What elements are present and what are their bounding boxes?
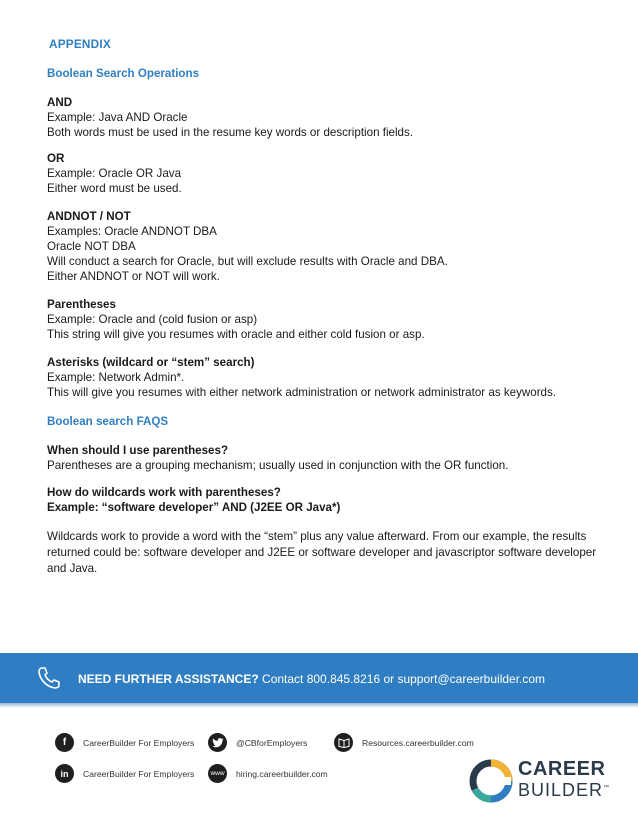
and-block	[47, 95, 617, 140]
www-icon: www	[208, 764, 227, 783]
parentheses-line: This string will give you resumes with oracle and either cold fusion or asp.	[47, 328, 425, 341]
or-block	[47, 151, 617, 196]
careerbuilder-logo	[518, 760, 610, 800]
asterisks-heading: Asterisks (wildcard or “stem” search)	[47, 356, 255, 369]
linkedin-icon: in	[55, 764, 74, 783]
resources-label: Resources.careerbuilder.com	[362, 737, 474, 748]
linkedin-label: CareerBuilder For Employers	[83, 768, 195, 779]
andnot-line: Examples: Oracle ANDNOT DBA	[47, 225, 217, 238]
phone-icon	[36, 665, 62, 691]
andnot-block	[47, 209, 617, 284]
faq-question: How do wildcards work with parentheses?	[47, 486, 281, 499]
andnot-heading: ANDNOT / NOT	[47, 210, 131, 223]
and-heading: AND	[47, 96, 73, 109]
logo-career: CAREER	[518, 758, 606, 780]
contact-info[interactable]: Contact 800.845.8216 or support@careerbuilder.com	[258, 672, 546, 686]
twitter-link[interactable]	[208, 733, 307, 752]
andnot-line: Oracle NOT DBA	[47, 240, 136, 253]
assistance-text	[78, 672, 545, 686]
banner-shadow	[0, 703, 638, 708]
faq-parentheses-block	[47, 443, 617, 473]
asterisks-line: Example: Network Admin*.	[47, 371, 185, 384]
asterisks-block	[47, 355, 617, 400]
book-icon	[334, 733, 353, 752]
resources-link[interactable]	[334, 733, 474, 752]
or-line: Example: Oracle OR Java	[47, 167, 182, 180]
facebook-icon: f	[55, 733, 74, 752]
boolean-operations-title: Boolean Search Operations	[47, 67, 200, 80]
or-heading: OR	[47, 152, 65, 165]
andnot-line: Either ANDNOT or NOT will work.	[47, 270, 220, 283]
parentheses-heading: Parentheses	[47, 298, 116, 311]
faqs-title: Boolean search FAQS	[47, 415, 169, 428]
facebook-label: CareerBuilder For Employers	[83, 737, 195, 748]
hiring-label: hiring.careerbuilder.com	[236, 768, 328, 779]
hiring-link[interactable]	[208, 764, 328, 783]
and-line: Both words must be used in the resume key words or description fields.	[47, 126, 414, 139]
faq-question: When should I use parentheses?	[47, 444, 229, 457]
parentheses-line: Example: Oracle and (cold fusion or asp)	[47, 313, 258, 326]
faq-wildcards-block	[47, 485, 617, 515]
and-line: Example: Java AND Oracle	[47, 111, 188, 124]
twitter-label: @CBforEmployers	[236, 737, 308, 748]
andnot-line: Will conduct a search for Oracle, but will exclude results with Oracle and DBA.	[47, 255, 448, 268]
faq-wildcards-answer: Wildcards work to provide a word with the “stem” plus any value afterward. From our example, the results returned could be: software developer and J2EE or software developer and javascriptor software developer and Java.	[47, 530, 597, 575]
appendix-title: APPENDIX	[49, 37, 111, 51]
linkedin-link[interactable]	[55, 764, 194, 783]
faq-answer: Parentheses are a grouping mechanism; usually used in conjunction with the OR function.	[47, 459, 509, 472]
or-line: Either word must be used.	[47, 182, 182, 195]
facebook-link[interactable]	[55, 733, 194, 752]
asterisks-line: This will give you resumes with either network administration or network administrator as keywords.	[47, 386, 557, 399]
twitter-icon	[208, 733, 227, 752]
assistance-label: NEED FURTHER ASSISTANCE?	[78, 672, 259, 686]
parentheses-block	[47, 297, 617, 342]
faq-example: Example: “software developer” AND (J2EE OR Java*)	[47, 501, 341, 514]
logo-builder: BUILDER™	[518, 780, 611, 800]
